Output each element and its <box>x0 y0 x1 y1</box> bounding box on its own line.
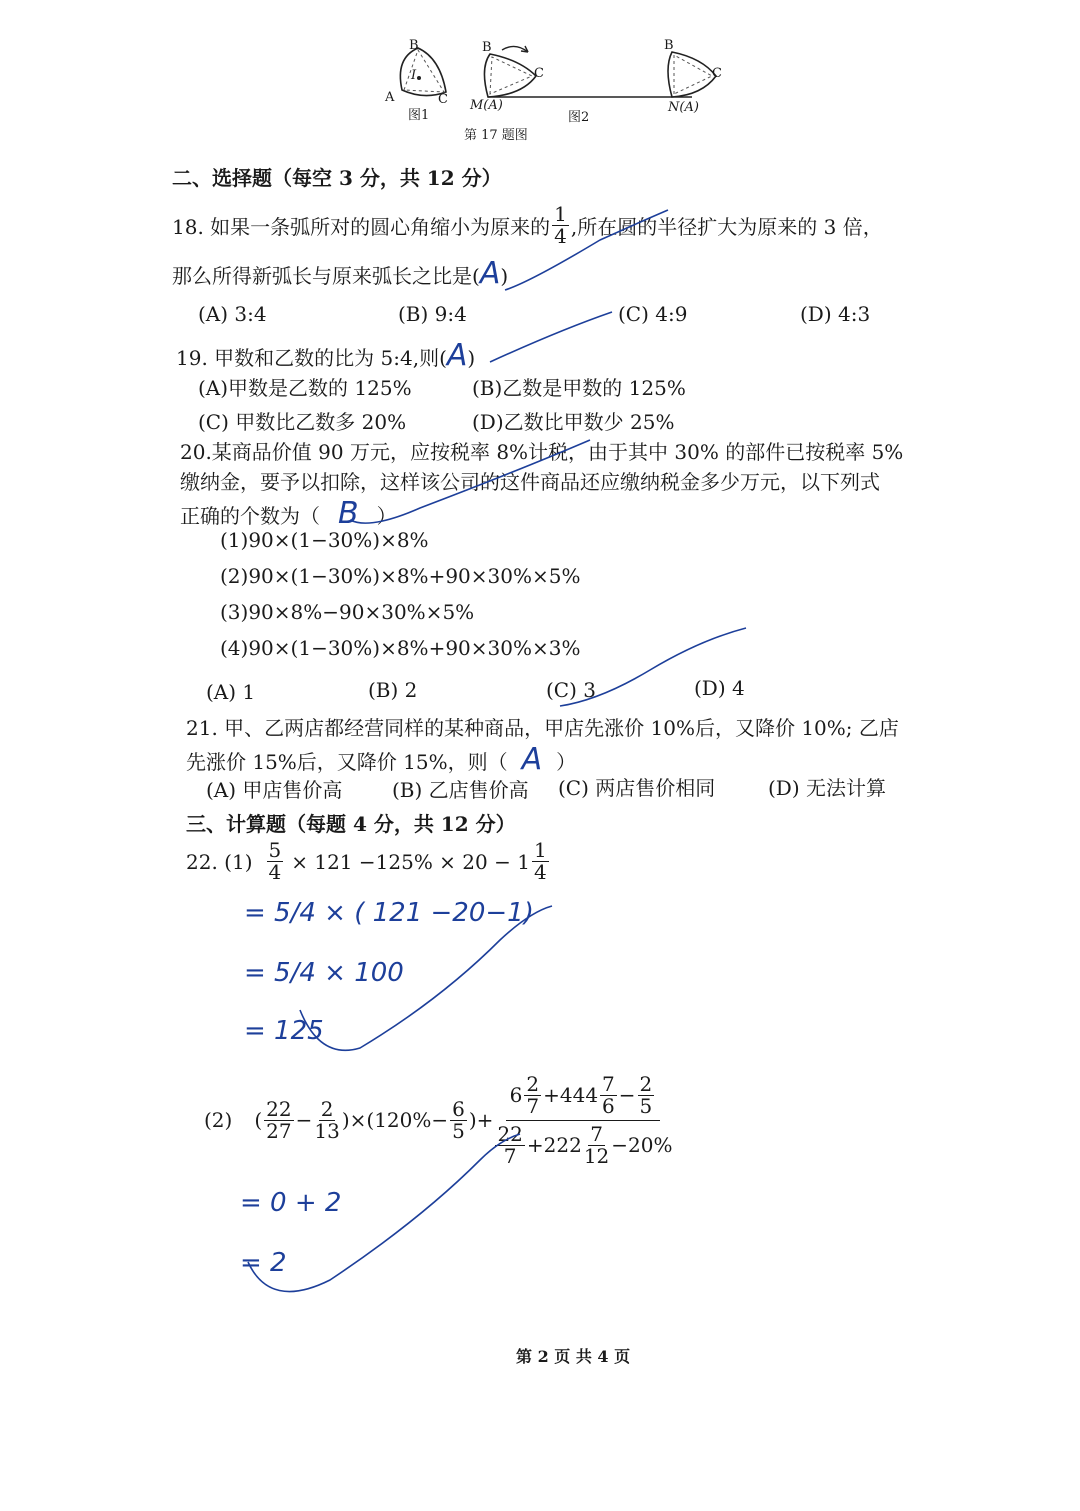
q19-option-a: (A)甲数是乙数的 125% <box>198 376 412 400</box>
q22-1-mixed-frac <box>532 840 549 883</box>
fig2-point-c-left: C <box>534 66 544 81</box>
figure-caption: 第 17 题图 <box>464 128 528 143</box>
q19-stem-line <box>176 338 475 373</box>
q22-1-work-3: = 125 <box>244 1016 324 1046</box>
q22-2-bot-f2-num: 7 <box>590 1121 603 1146</box>
q22-2-c-den: 5 <box>452 1118 465 1143</box>
q22-1-mid: × 121 −125% × 20 − 1 <box>291 849 530 874</box>
q22-2-top-plus: +444 <box>543 1083 599 1107</box>
q19-stem: 19. 甲数和乙数的比为 5:4,则( <box>176 346 447 370</box>
q18-option-d: (D) 4:3 <box>800 302 871 326</box>
q22-2-minus1: − <box>295 1108 313 1132</box>
q22-2-frac-a <box>264 1096 293 1143</box>
page-footer: 第 2 页 共 4 页 <box>516 1347 631 1366</box>
q20-line2: 缴纳金，要予以扣除，这样该公司的这件商品还应缴纳税金多少万元，以下列式 <box>180 470 880 494</box>
q19-option-d: (D)乙数比甲数少 25% <box>472 410 675 434</box>
q22-1-frac1 <box>267 840 284 883</box>
q20-formula-3: (3)90×8%−90×30%×5% <box>220 600 475 624</box>
q22-2-p2: )×(120%− <box>341 1108 449 1132</box>
q22-1-mixed-den: 4 <box>533 860 547 884</box>
q20-option-d: (D) 4 <box>694 676 745 700</box>
q22-1-work-1: = 5/4 × ( 121 −20−1) <box>244 898 534 928</box>
q22-2-bot-frac2 <box>583 1121 610 1168</box>
fig1-point-a: A <box>385 90 395 105</box>
q19-option-c: (C) 甲数比乙数多 20% <box>198 410 407 434</box>
q22-2-bot-f1-num: 22 <box>497 1121 523 1146</box>
q22-2-work-1: = 0 + 2 <box>240 1188 342 1218</box>
q20-line3-close: ） <box>376 504 397 528</box>
section2-title: 二、选择题（每空 3 分，共 12 分） <box>172 166 502 190</box>
q21-option-b: (B) 乙店售价高 <box>392 778 529 802</box>
q22-2-frac-c <box>450 1096 467 1143</box>
q22-2-complex-denominator <box>493 1121 672 1167</box>
q22-2-label: (2) <box>204 1108 233 1132</box>
q22-2-a-den: 27 <box>266 1118 292 1143</box>
q22-2-top-f1-num: 2 <box>526 1071 540 1096</box>
q18-option-a: (A) 3:4 <box>198 302 267 326</box>
fig1-center-dot <box>417 76 421 80</box>
q21-option-a: (A) 甲店售价高 <box>206 778 343 802</box>
q22-1-expression <box>186 840 551 883</box>
q18-frac-den: 4 <box>554 224 567 248</box>
fig1-reuleaux-shape <box>400 48 446 96</box>
fig2-point-c-right: C <box>712 66 722 81</box>
q22-2-top-frac2 <box>600 1071 617 1118</box>
q18-frac-num: 1 <box>554 202 567 226</box>
q22-2-bot-f1-den: 7 <box>503 1143 517 1168</box>
q22-1-label: 22. (1) <box>186 849 253 874</box>
q22-2-top-f3-num: 2 <box>639 1071 653 1096</box>
q21-option-c: (C) 两店售价相同 <box>558 776 716 800</box>
q22-1-work-2: = 5/4 × 100 <box>244 958 404 988</box>
check-mark-q19 <box>490 312 612 362</box>
q21-line1: 21. 甲、乙两店都经营同样的某种商品，甲店先涨价 10%后，又降价 10%; 乙店 <box>186 716 899 740</box>
q22-1-frac1-num: 5 <box>268 838 282 862</box>
q19-stem-close: ) <box>467 346 476 370</box>
q22-2-top-f1-den: 7 <box>526 1093 540 1118</box>
q22-2-top-minus: − <box>618 1083 636 1107</box>
q18-option-c: (C) 4:9 <box>618 302 688 326</box>
q19-option-b: (B)乙数是甲数的 125% <box>472 376 686 400</box>
q22-2-a-num: 22 <box>266 1096 292 1121</box>
q22-2-complex-fraction <box>493 1071 673 1168</box>
q22-2-expression <box>204 1070 673 1170</box>
fig2-point-b-left: B <box>482 40 492 55</box>
q20-option-a: (A) 1 <box>206 680 256 704</box>
fig2-point-n: N(A) <box>668 100 699 115</box>
section3-title: 三、计算题（每题 4 分，共 12 分） <box>186 812 516 836</box>
q18-line2 <box>172 256 508 291</box>
q22-1-frac1-den: 4 <box>268 860 282 884</box>
fig1-inner-triangle <box>404 50 444 92</box>
q22-2-complex-numerator <box>506 1071 661 1121</box>
fig2-point-m: M(A) <box>470 98 503 113</box>
q22-2-bot-frac1 <box>495 1121 524 1168</box>
fig1-label: 图1 <box>408 108 430 123</box>
q22-1-mixed-num: 1 <box>533 838 547 862</box>
q21-line2 <box>186 742 576 777</box>
q18-stem-b: ,所在圆的半径扩大为原来的 3 倍， <box>570 215 883 239</box>
q18-line1 <box>172 204 883 247</box>
q22-2-p3: )+ <box>468 1108 494 1132</box>
q18-option-b: (B) 9:4 <box>398 302 467 326</box>
q18-stem-close: ) <box>500 264 509 288</box>
q22-2-top-frac1 <box>524 1071 541 1118</box>
q19-handwritten-answer: A <box>446 338 468 373</box>
q20-option-b: (B) 2 <box>368 678 418 702</box>
q20-option-c: (C) 3 <box>546 678 596 702</box>
q20-handwritten-answer: B <box>338 496 359 531</box>
q22-2-bot-f2-den: 12 <box>583 1143 610 1168</box>
q18-handwritten-answer: A <box>479 256 501 291</box>
q21-handwritten-answer: A <box>521 742 543 777</box>
fig2-point-b-right: B <box>664 38 674 53</box>
fig2-right-triangle <box>674 55 712 94</box>
q20-line3 <box>180 496 397 531</box>
q22-2-bot-plus: +222 <box>526 1133 582 1157</box>
q22-2-bot-minus: −20% <box>611 1133 673 1157</box>
q22-2-work-2: = 2 <box>240 1248 287 1278</box>
q22-2-b-num: 2 <box>320 1096 334 1121</box>
fig2-left-reuleaux <box>484 54 536 97</box>
fig1-point-i: I <box>411 68 417 83</box>
q20-formula-4: (4)90×(1−30%)×8%+90×30%×3% <box>220 636 581 660</box>
q22-2-p1: ( <box>254 1108 263 1132</box>
q22-2-top-f2-den: 6 <box>602 1093 615 1118</box>
q18-stem-c: 那么所得新弧长与原来弧长之比是( <box>172 264 480 288</box>
q18-fraction <box>552 204 569 247</box>
q22-2-top-f2-num: 7 <box>602 1071 615 1096</box>
q21-line2-close: ） <box>556 750 577 774</box>
fig1-point-b: B <box>409 38 419 53</box>
q20-line3-text: 正确的个数为（ <box>180 504 320 528</box>
q18-stem-a: 18. 如果一条弧所对的圆心角缩小为原来的 <box>172 215 551 239</box>
fig1-point-c: C <box>438 92 448 107</box>
q21-line2-text: 先涨价 15%后，又降价 15%，则（ <box>186 750 508 774</box>
q22-2-top-frac3 <box>638 1071 655 1118</box>
q20-formula-2: (2)90×(1−30%)×8%+90×30%×5% <box>220 564 581 588</box>
q22-2-frac-b <box>314 1096 340 1143</box>
q22-2-top-whole: 6 <box>509 1083 523 1107</box>
q21-option-d: (D) 无法计算 <box>768 776 886 800</box>
q22-2-b-den: 13 <box>314 1118 340 1143</box>
q20-line1: 20.某商品价值 90 万元，应按税率 8%计税，由于其中 30% 的部件已按税率 5% <box>180 440 904 464</box>
fig2-left-triangle <box>490 57 532 94</box>
q22-2-top-f3-den: 5 <box>639 1093 653 1118</box>
q20-formula-1: (1)90×(1−30%)×8% <box>220 528 429 552</box>
fig2-label: 图2 <box>568 110 590 125</box>
q22-2-c-num: 6 <box>452 1096 465 1121</box>
